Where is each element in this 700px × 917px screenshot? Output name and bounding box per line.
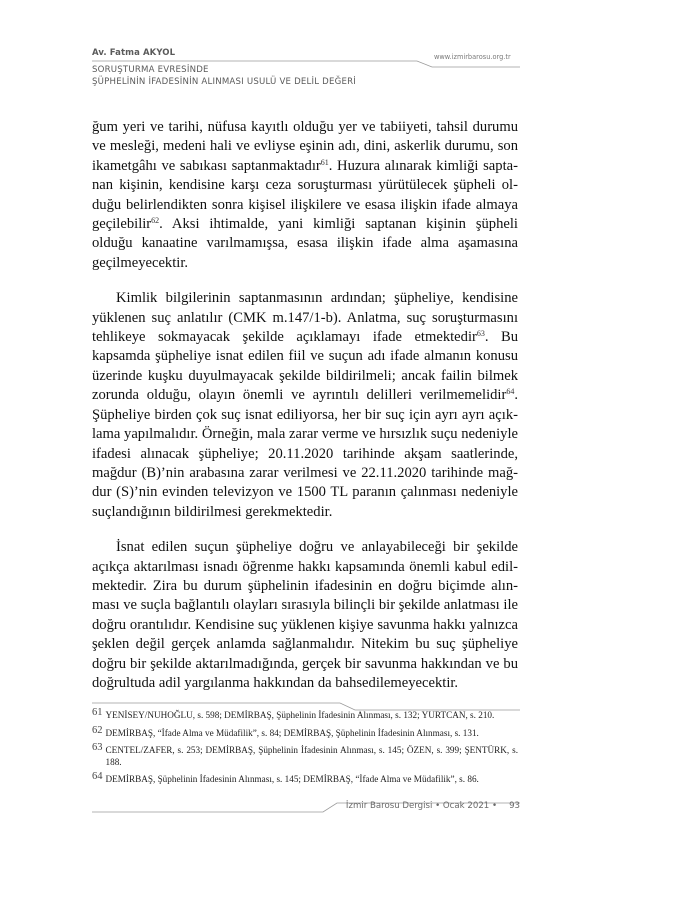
paragraph-text: . Aksi ihtimalde, yani kimliği saptanan kişinin şüpheli olduğu kanaatine varılmamışsa, esasa ilişkin ifade alma aşamasına geçilmeyecektir. <box>92 216 518 271</box>
paragraph-text: . Huzura alınarak kimliği saptanan kişinin, kendisine karşı ceza soruşturması yürütülecek şüpheli olduğu belirlendikten sonra kişisel ilişkilere ve esasa ilişkin ifade almaya geçilebilir <box>92 157 518 233</box>
footnote-item <box>92 771 518 786</box>
body-paragraph <box>92 118 518 273</box>
header-title-line-1: SORUŞTURMA EVRESİNDE <box>92 65 209 75</box>
paragraph-text: İsnat edilen suçun şüpheliye doğru ve anlayabileceği bir şekilde açıkça aktarılması isnadı öğrenme hakkı kapsamında önemli kabul edilmektedir. Zira bu durum şüphelinin ifadesinin en doğru biçimde alınması ve suçla bağlantılı olayları sırasıyla bilinçli bir şekilde anlatması ile doğru orantılıdır. Kendisine suç yüklenen kişiye savunma hakkı yalnızca şeklen değil gerçek anlamda sağlanmalıdır. Nitekim bu suç şüpheliye doğru bir şekilde aktarılmadığında, gerçek bir savunma hakkından ve bu doğrultuda adil yargılanma hakkından da bahsedilemeyecektir. <box>92 539 518 691</box>
footnote-reference[interactable]: 63 <box>476 329 485 339</box>
paragraph-text: Kimlik bilgilerinin saptanmasının ardından; şüpheliye, kendisine yüklenen suç anlatılır (CMK m.147/1-b). Anlatma, suç soruşturmasını tehlikeye sokmayacak şekilde açıklamayı ifade etmektedir <box>92 290 518 346</box>
footnote-text: DEMİRBAŞ, Şüphelinin İfadesinin Alınması, s. 145; DEMİRBAŞ, “İfade Alma ve Müdafilik”, s. 86. <box>105 774 479 784</box>
footnote-number: 64 <box>92 771 103 782</box>
page-number: 93 <box>509 801 520 811</box>
footnote-reference[interactable]: 62 <box>151 216 160 226</box>
page-footer <box>340 801 520 811</box>
header-author: Av. Fatma AKYOL <box>92 48 176 58</box>
header-url-link[interactable]: www.izmirbarosu.org.tr <box>434 53 511 61</box>
footnote-text: CENTEL/ZAFER, s. 253; DEMİRBAŞ, Şüphelinin İfadesinin Alınması, s. 145; ÖZEN, s. 399; ŞENTÜRK, s. 188. <box>105 745 518 767</box>
footnote-item <box>92 724 518 740</box>
paragraph-text: ğum yeri ve tarihi, nüfusa kayıtlı olduğu yer ve tabiiyeti, tahsil durumu ve mesleği, medeni hali ve evliyse eşinin adı, dini, askerlik durumu, son ikametgâhı ve sabıkası saptanmaktadır <box>92 119 518 174</box>
footnote-text: DEMİRBAŞ, “İfade Alma ve Müdafilik”, s. 84; DEMİRBAŞ, Şüphelinin İfadesinin Alınması, s. 131. <box>105 727 479 738</box>
footnote-number: 63 <box>92 742 103 753</box>
body-paragraph <box>92 538 518 693</box>
header-article-title <box>92 64 356 88</box>
footnote-number: 61 <box>92 707 103 718</box>
footnote-reference[interactable]: 61 <box>320 157 329 167</box>
footnote-text: YENİSEY/NUHOĞLU, s. 598; DEMİRBAŞ, Şüphelinin İfadesinin Alınması, s. 132; YURTCAN, s. 210. <box>105 710 495 720</box>
footnote-item <box>92 707 518 722</box>
paragraph-text: . Bu kapsamda şüpheliye isnat edilen fiil ve suçun adı ifade almanın konusu üzerinde kuşku duyulmayacak şekilde bildirilmeli; ancak failin bilmek zorunda olduğu, olayın önemli ve ayrıntılı delilleri verilmemelidir <box>92 329 519 404</box>
header-title-line-2: ŞÜPHELİNİN İFADESİNİN ALINMASI USULÜ VE DELİL DEĞERİ <box>92 77 357 87</box>
footer-journal-name: İzmir Barosu Dergisi • Ocak 2021 • <box>345 801 498 811</box>
footnote-item <box>92 742 518 768</box>
footnotes <box>92 707 518 792</box>
footnote-number: 62 <box>92 724 103 736</box>
body-paragraph <box>92 289 518 522</box>
article-body <box>92 118 518 709</box>
footnote-reference[interactable]: 64 <box>506 387 515 397</box>
paragraph-text: . Şüpheliye birden çok suç isnat ediliyorsa, her bir suç için ayrı ayrı açıklama yapılmalıdır. Örneğin, mala zarar verme ve hırsızlık suçu nedeniyle ifadesi alınacak şüpheliye; 20.11.2020 tarihinde akşam saatlerinde, mağdur (B)’nin arabasına zarar verilmesi ve 22.11.2020 tarihinde mağdur (S)’nin evinden televizyon ve 1500 TL paranın çalınması nedeniyle suçlandığının bildirilmesi gerekmektedir. <box>92 387 518 520</box>
